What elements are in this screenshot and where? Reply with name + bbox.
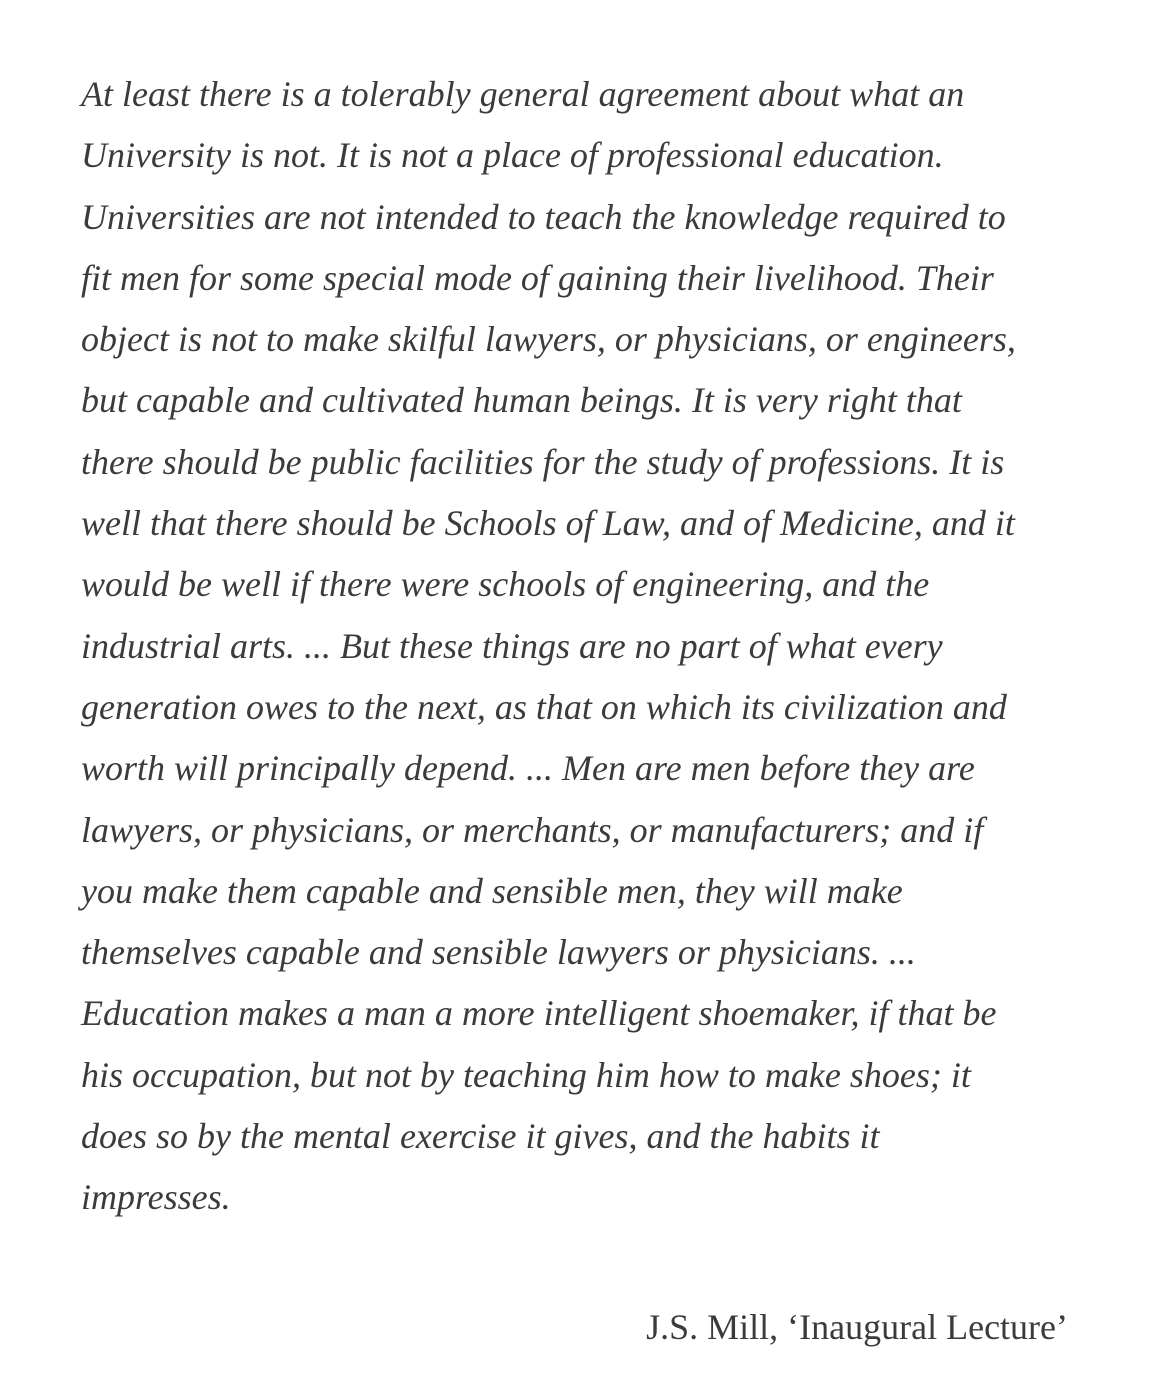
quote-line: At least there is a tolerably general agreement about what an — [81, 74, 965, 114]
quote-line: impresses. — [81, 1177, 231, 1218]
quote-line: but capable and cultivated human beings. It is very right that — [81, 380, 962, 421]
quote-line: there should be public facilities for the study of professions. It is — [81, 441, 1005, 482]
quote-passage — [81, 64, 1091, 1229]
quote-line: industrial arts. ... But these things are no part of what every — [81, 625, 943, 666]
quote-line: would be well if there were schools of engineering, and the — [81, 564, 930, 605]
quote-line: lawyers, or physicians, or merchants, or manufacturers; and if — [81, 809, 984, 850]
quote-line: his occupation, but not by teaching him how to make shoes; it — [81, 1054, 971, 1095]
quote-line: Universities are not intended to teach the knowledge required to — [81, 196, 1006, 237]
quote-line: worth will principally depend. ... Men are men before they are — [81, 748, 975, 789]
quote-line: you make them capable and sensible men, they will make — [81, 870, 903, 911]
quote-line: well that there should be Schools of Law, and of Medicine, and it — [81, 503, 1015, 544]
quote-line: object is not to make skilful lawyers, or physicians, or engineers, — [81, 319, 1016, 360]
quote-line: themselves capable and sensible lawyers or physicians. ... — [81, 932, 916, 973]
quote-line: University is not. It is not a place of professional education. — [81, 135, 944, 176]
quote-attribution: J.S. Mill, ‘Inaugural Lecture’ — [646, 1307, 1068, 1347]
quote-line: Education makes a man a more intelligent shoemaker, if that be — [81, 993, 997, 1034]
quote-line: does so by the mental exercise it gives, and the habits it — [81, 1116, 880, 1157]
quote-line: fit men for some special mode of gaining their livelihood. Their — [81, 257, 994, 298]
quote-line: generation owes to the next, as that on which its civilization and — [81, 686, 1007, 727]
